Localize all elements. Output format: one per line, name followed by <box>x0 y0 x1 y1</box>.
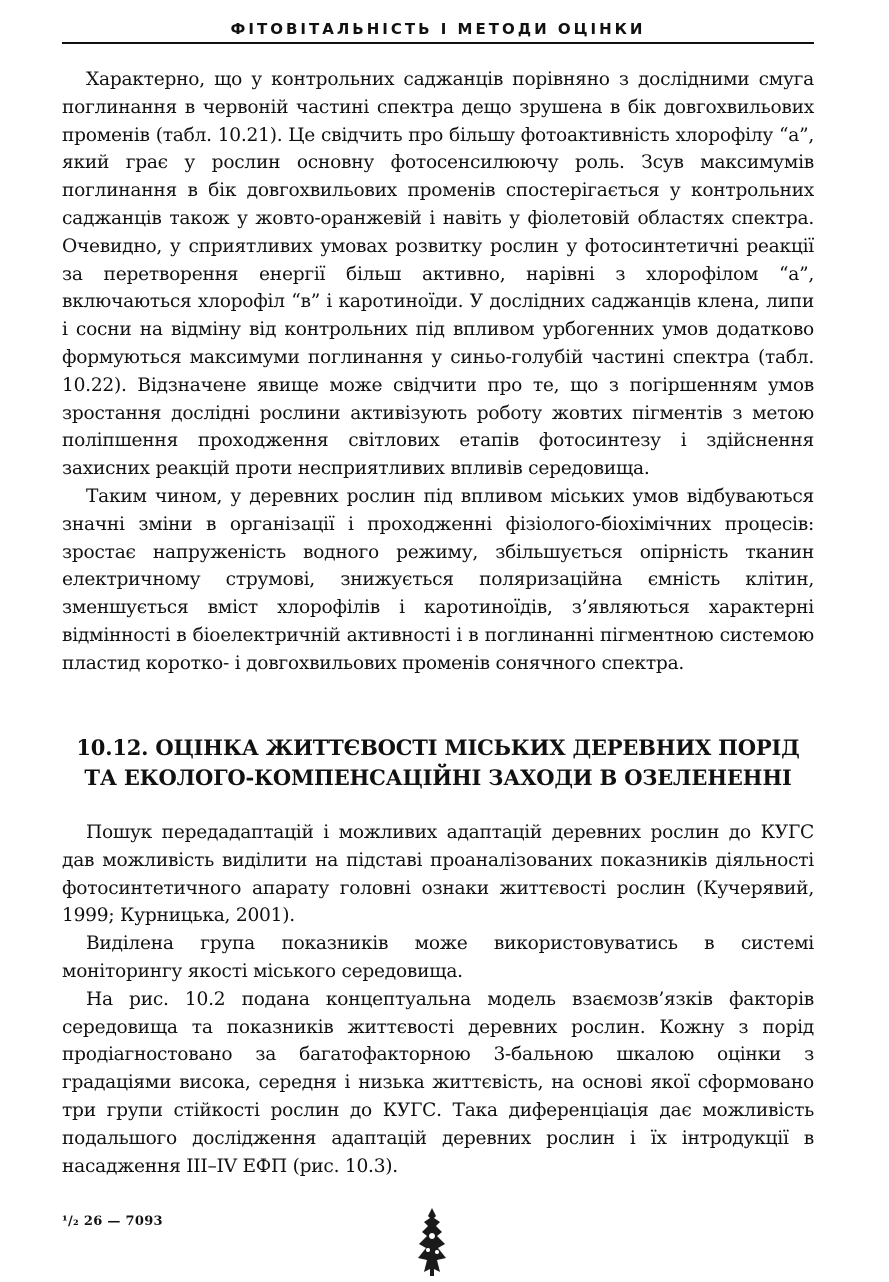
printer-signature: ¹/₂ 26 — 7093 <box>62 1214 163 1229</box>
text-block-bottom <box>62 819 814 1180</box>
paragraph-5: На рис. 10.2 подана концептуальна модель взаємозв’язків факторів середовища та показників життєвості деревних рослин. Кожну з порід продіагностовано за багатофакторною 3-бальною шкалою оцінки з градаціями висока, середня і низька життєвість, на основі якої сформовано три групи стійкості рослин до КУГС. Така диференціація дає можливість подальшого дослідження адаптацій деревних рослин і їх інтродукції в насадження III–IV ЕФП (рис. 10.3). <box>62 988 814 1177</box>
header-rule <box>62 42 814 44</box>
running-head: ФІТОВІТАЛЬНІСТЬ І МЕТОДИ ОЦІНКИ <box>230 20 646 38</box>
ornament-icon <box>410 1206 454 1278</box>
paragraph-2: Таким чином, у деревних рослин під впливом міських умов відбуваються значні зміни в організації і проходженні фізіолого-біохімічних процесів: зростає напруженість водного режиму, збільшується опірність тканин електричному струмові, знижується поляризаційна ємність клітин, зменшується вміст хлорофілів і каротиноїдів, з’являються характерні відмінності в біоелектричній активності і в поглинанні пігментною системою пластид коротко- і довгохвильових променів сонячного спектра. <box>62 485 814 674</box>
paragraph-3: Пошук передадаптацій і можливих адаптацій деревних рослин до КУГС дав можливість виділити на підставі проаналізованих показників діяльності фотосинтетичного апарату головні ознаки життєвості рослин (Кучерявий, 1999; Курницька, 2001). <box>62 822 814 927</box>
text-block-top <box>62 66 814 678</box>
paragraph-1: Характерно, що у контрольних саджанців порівняно з дослідними смуга поглинання в червоній частині спектра дещо зрушена в бік довгохвильових променів (табл. 10.21). Це свідчить про більшу фотоактивність хлорофілу “а”, який грає у рослин основну фотосенсилюючу роль. Зсув максимумів поглинання в бік довгохвильових променів спостерігається у контрольних саджанців також у жовто-оранжевій і навіть у фіолетовій областях спектра. Очевидно, у сприятливих умовах розвитку рослин у фотосинтетичні реакції за перетворення енергії більш активно, нарівні з хлорофілом “а”, включаються хлорофіл “в” і каротиноїди. У дослідних саджанців клена, липи і сосни на відміну від контрольних під впливом урбогенних умов додатково формуються максимуми поглинання у синьо-голубій частині спектра (табл. 10.22). Відзначене явище може свідчити про те, що з погіршенням умов зростання дослідні рослини активізують роботу жовтих пігментів з метою поліпшення проходження світлових етапів фотосинтезу і здійснення захисних реакцій проти несприятливих впливів середовища. <box>62 69 814 480</box>
paragraph-4: Виділена група показників може використовуватись в системі моніторингу якості міського середовища. <box>62 933 814 982</box>
section-heading: 10.12. ОЦІНКА ЖИТТЄВОСТІ МІСЬКИХ ДЕРЕВНИХ ПОРІД ТА ЕКОЛОГО-КОМПЕНСАЦІЙНІ ЗАХОДИ В ОЗЕЛЕНЕННІ <box>76 735 800 790</box>
